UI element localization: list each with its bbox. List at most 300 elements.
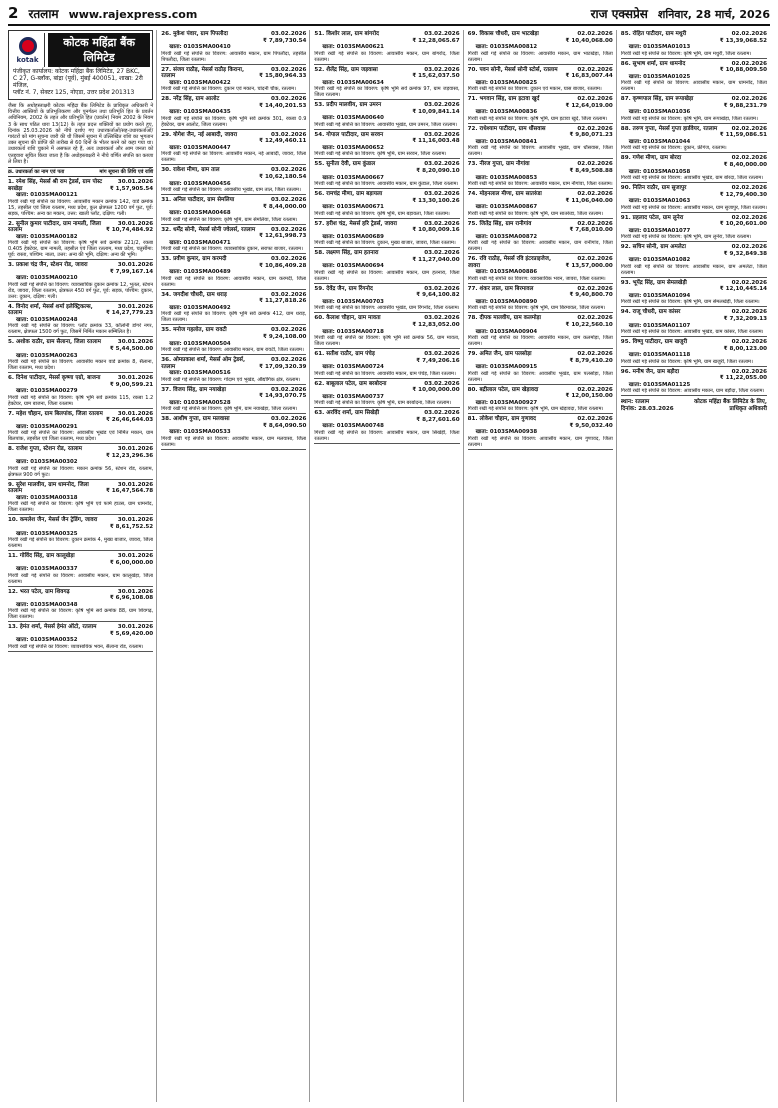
- entry-header: [468, 31, 613, 44]
- entry-header: [8, 221, 153, 234]
- entry-name: मनोज गहलोत, ग्राम रावटी: [173, 327, 227, 334]
- entry-borrower: [161, 227, 259, 240]
- entries-list: [314, 30, 459, 444]
- entry-borrower: [8, 411, 106, 424]
- entry-header: [314, 221, 459, 234]
- entry-demand: [263, 197, 306, 210]
- entry-number: 70.: [467, 66, 478, 73]
- notice-entry: [314, 190, 459, 219]
- entry-demand: [566, 67, 613, 80]
- entry-amount: ₹ 8,49,508.88: [569, 167, 613, 174]
- entry-borrower: [8, 482, 106, 495]
- notice-entry: [314, 30, 459, 65]
- entry-property-details: गिरवी रखी गई संपत्ति का विवरण: आवासीय मकान, ग्राम गुणावद, जिला रतलाम।: [467, 435, 613, 448]
- entry-amount: ₹ 7,32,209.13: [723, 315, 767, 322]
- entry-borrower: [161, 416, 263, 429]
- entry-number: 76.: [467, 256, 478, 263]
- notice-entry: [314, 350, 459, 379]
- entry-header: [161, 96, 306, 109]
- entry-date: 03.02.2026: [424, 102, 460, 109]
- edition-name: राज एक्सप्रेस: [590, 7, 648, 21]
- entry-number: 36.: [161, 356, 172, 363]
- entry-number: 38.: [161, 416, 172, 423]
- entry-header: [8, 304, 153, 317]
- entry-header: [468, 256, 613, 269]
- entry-loan-account: खाता: 0103SMA01044: [628, 138, 691, 145]
- entry-amount: ₹ 11,59,086.51: [719, 132, 767, 139]
- entry-number: 92.: [620, 244, 631, 251]
- entry-date: 30.01.2026: [117, 517, 154, 524]
- entry-name: सुनीता देवी, ग्राम कुंडाल: [326, 161, 376, 168]
- entry-borrower: [8, 589, 110, 602]
- entry-number: 8.: [8, 446, 15, 453]
- entry-amount: ₹ 10,22,560.10: [565, 321, 613, 328]
- entry-borrower: [161, 327, 263, 340]
- notice-entry: [8, 374, 153, 409]
- entry-name: शैलेंद्र सिंह, ग्राम जड़वासा: [326, 66, 378, 73]
- entry-header: [8, 339, 153, 352]
- entry-name: किशोर लाल, ग्राम बांगरोद: [326, 31, 379, 37]
- entry-property-details: गिरवी रखी गई संपत्ति का विवरण: आवासीय मकान, ग्राम बड़ौदा, जिला रतलाम।: [620, 388, 765, 395]
- entry-property-details: गिरवी रखी गई संपत्ति का विवरण: व्यावसायिक भवन, जावरा, जिला रतलाम।: [467, 275, 606, 282]
- notice-entry: [161, 30, 306, 65]
- entry-date: 03.02.2026: [424, 161, 460, 168]
- entry-name: राजू चौधरी, ग्राम कांसर: [632, 309, 681, 316]
- entry-demand: [569, 351, 612, 364]
- entry-loan-account: खाता: 0103SMA00718: [322, 328, 384, 335]
- notice-entry: [621, 95, 767, 124]
- address-line: प्लॉट नं. 7, सेक्टर 125, नोएडा, उत्तर प्रदेश 201313: [13, 89, 135, 96]
- entry-number: 26.: [161, 31, 172, 37]
- entry-property-details: गिरवी रखी गई संपत्ति का विवरण: कृषि भूमि सर्वे क्रमांक 301, रकबा 0.9 हेक्टेयर, ग्राम आलोट, जिला रतलाम।: [161, 115, 307, 128]
- entry-borrower: [468, 67, 566, 80]
- entry-date: 03.02.2026: [271, 356, 307, 363]
- entry-amount: ₹ 11,27,818.26: [259, 298, 307, 305]
- entry-demand: [110, 179, 153, 192]
- entry-number: 59.: [314, 285, 325, 292]
- entry-demand: [720, 61, 767, 74]
- entry-borrower: [314, 31, 412, 44]
- entry-loan-account: खाता: 0103SMA00456: [169, 180, 231, 187]
- entry-borrower: [468, 221, 570, 234]
- entry-number: 30.: [161, 167, 172, 174]
- entry-name: लक्ष्मण सिंह, ग्राम हतनारा: [326, 250, 379, 257]
- entry-name: दीपक मालवीय, ग्राम कलमोड़ा: [479, 315, 541, 322]
- entry-number: 37.: [161, 386, 172, 393]
- entry-property-details: गिरवी रखी गई संपत्ति का विवरण: आवासीय मकान, ग्राम पंचेड़, जिला रतलाम।: [314, 370, 456, 377]
- entry-demand: [720, 280, 767, 293]
- entry-date: 02.02.2026: [577, 190, 613, 197]
- entry-amount: ₹ 14,93,070.75: [259, 393, 307, 400]
- entry-borrower: [8, 221, 106, 234]
- entry-loan-account: खाता: 0103SMA01125: [628, 381, 691, 388]
- entry-date: 02.02.2026: [577, 125, 613, 132]
- entry-demand: [106, 411, 153, 424]
- entry-property-details: गिरवी रखी गई संपत्ति का विवरण: आवासीय भूखंड एवं निर्मित मकान, ग्राम बिलपांक, तहसील एवं जिला रतलाम, मध्य प्रदेश।: [8, 430, 154, 443]
- entry-property-details: गिरवी रखी गई संपत्ति का विवरण: कृषि भूमि, ग्राम सेमलखेड़ी, जिला रतलाम।: [620, 299, 760, 306]
- entry-date: 03.02.2026: [271, 131, 307, 138]
- entry-loan-account: खाता: 0103SMA00853: [475, 174, 538, 181]
- table-header-right: मांग सूचना की तिथि एवं राशि: [99, 169, 154, 176]
- entry-property-details: गिरवी रखी गई संपत्ति का विवरण: आवासीय मकान वार्ड क्रमांक 8, सैलाना, जिला रतलाम, मध्य प्रदेश।: [8, 359, 154, 371]
- notice-entry: [621, 184, 767, 213]
- entry-property-details: गिरवी रखी गई संपत्ति का विवरण: कृषि भूमि, ग्राम बड़ायला, जिला रतलाम।: [314, 210, 450, 217]
- entry-amount: ₹ 11,06,040.00: [565, 197, 613, 204]
- page-header: [8, 4, 770, 26]
- entry-demand: [106, 446, 153, 459]
- entry-header: [468, 286, 613, 299]
- header-left: [8, 4, 197, 22]
- entry-date: 03.02.2026: [424, 350, 460, 357]
- entry-borrower: [621, 369, 720, 382]
- entry-date: 02.02.2026: [577, 31, 613, 37]
- entry-property-details: गिरवी रखी गई संपत्ति का विवरण: दुकान, मुख्य बाजार, जावरा, जिला रतलाम।: [314, 240, 456, 247]
- entry-name: राकेश मीणा, ग्राम ताल: [173, 167, 220, 174]
- entry-demand: [566, 256, 613, 269]
- entry-amount: ₹ 9,40,800.70: [569, 292, 613, 299]
- entry-demand: [259, 227, 306, 240]
- entry-loan-account: खाता: 0103SMA00182: [16, 233, 78, 240]
- entry-amount: ₹ 12,61,998.73: [259, 233, 307, 240]
- entry-date: 02.02.2026: [577, 96, 613, 103]
- entry-demand: [263, 416, 306, 429]
- entry-borrower: [8, 179, 110, 192]
- entry-number: 3.: [8, 262, 15, 269]
- entry-demand: [416, 161, 459, 174]
- entry-date: 02.02.2026: [731, 184, 767, 191]
- entry-loan-account: खाता: 0103SMA00302: [16, 459, 78, 466]
- entry-header: [8, 624, 153, 637]
- entry-header: [621, 339, 767, 352]
- entry-date: 03.02.2026: [271, 31, 307, 37]
- entry-number: 86.: [620, 60, 631, 67]
- entry-date: 03.02.2026: [424, 410, 460, 417]
- entry-demand: [724, 309, 767, 322]
- notice-entry: [161, 131, 306, 166]
- entry-property-details: गिरवी रखी गई संपत्ति का विवरण: दुकान क्रमांक 4, मुख्य बाजार, जावरा, जिला रतलाम।: [8, 536, 154, 549]
- entry-header: [8, 482, 153, 495]
- entry-date: 03.02.2026: [271, 386, 307, 393]
- entry-borrower: [314, 102, 412, 115]
- entry-amount: ₹ 1,57,905.54: [109, 185, 154, 192]
- entry-amount: ₹ 11,22,055.00: [719, 375, 767, 382]
- entry-date: 02.02.2026: [577, 285, 613, 292]
- entry-demand: [566, 315, 613, 328]
- entry-borrower: [161, 167, 259, 180]
- entry-amount: ₹ 11,16,003.48: [412, 138, 460, 145]
- entry-name: नरेंद्र सिंह, ग्राम आलोट: [173, 96, 220, 103]
- notice-entry: [161, 196, 306, 225]
- entry-date: 02.02.2026: [577, 315, 613, 322]
- entry-property-details: गिरवी रखी गई संपत्ति का विवरण: गोदाम एवं भूखंड, औद्योगिक क्षेत्र, रतलाम।: [161, 376, 301, 383]
- entry-header: [314, 381, 459, 394]
- entry-loan-account: खाता: 0103SMA00621: [322, 44, 384, 51]
- entry-property-details: गिरवी रखी गई संपत्ति का विवरण: आवासीय मकान, ग्राम बांगरोद, जिला रतलाम।: [314, 50, 460, 63]
- entry-date: 02.02.2026: [577, 350, 613, 357]
- entry-borrower: [621, 244, 724, 257]
- entry-borrower: [621, 215, 720, 228]
- entry-loan-account: खाता: 0103SMA00927: [475, 399, 538, 406]
- entry-demand: [259, 67, 306, 80]
- entry-loan-account: खाता: 0103SMA00121: [16, 192, 78, 199]
- entry-loan-account: खाता: 0103SMA00291: [16, 423, 78, 430]
- entry-demand: [724, 339, 767, 352]
- entry-demand: [416, 286, 459, 299]
- entry-borrower: [161, 357, 259, 370]
- entry-borrower: [468, 191, 566, 204]
- banner-top: [11, 33, 150, 67]
- entry-number: 53.: [314, 102, 325, 109]
- entry-property-details: गिरवी रखी गई संपत्ति का विवरण: कृषि भूमि सर्वे क्रमांक 88, ग्राम शिवगढ़, जिला रतलाम।: [8, 608, 154, 621]
- entry-amount: ₹ 8,61,752.52: [109, 523, 154, 530]
- entry-property-details: गिरवी रखी गई संपत्ति का विवरण: आवासीय भूखंड, ग्राम पलसोड़ा, जिला रतलाम।: [467, 370, 613, 383]
- entry-property-details: गिरवी रखी गई संपत्ति का विवरण: कृषि भूमि सर्वे क्रमांक 221/2, रकबा 0.405 हेक्टेयर, ग्राम नामली, तहसील एवं जिला रतलाम, मध्य प्रदेश, चतुर्सीमा: पूर्व: रास्ता, पश्चिम: नाला, उत्तर: अन्य की भूमि, दक्षिण: अन्य की भूमि।: [8, 240, 154, 259]
- entry-name: विकास चौधरी, ग्राम भाटखेड़ा: [479, 31, 539, 37]
- entry-header: [8, 553, 153, 566]
- entry-loan-account: खाता: 0103SMA00841: [475, 138, 538, 145]
- entry-amount: ₹ 7,89,730.54: [263, 37, 307, 44]
- entry-name: भगवान सिंह, ग्राम इटावा खुर्द: [479, 96, 540, 103]
- entry-demand: [566, 387, 613, 400]
- entry-date: 03.02.2026: [424, 190, 460, 197]
- entry-demand: [569, 416, 612, 429]
- entry-date: 03.02.2026: [424, 380, 460, 387]
- entry-date: 02.02.2026: [577, 416, 613, 423]
- entry-borrower: [161, 387, 259, 400]
- entry-number: 55.: [314, 161, 325, 168]
- notice-entry: [161, 356, 306, 385]
- entry-name: नितिन राठौर, ग्राम सुजापुर: [632, 184, 687, 191]
- entry-loan-account: खाता: 0103SMA00652: [322, 144, 384, 151]
- entry-property-details: गिरवी रखी गई संपत्ति का विवरण: आवासीय मकान, ग्राम कालूखेड़ा, जिला रतलाम।: [8, 572, 154, 585]
- entry-borrower: [161, 67, 259, 80]
- entry-demand: [720, 185, 767, 198]
- entry-borrower: [468, 256, 566, 269]
- entry-borrower: [8, 304, 106, 317]
- entry-property-details: गिरवी रखी गई संपत्ति का विवरण: कृषि भूमि सर्वे क्रमांक 115, रकबा 1.2 हेक्टेयर, ग्राम बाजना, जिला रतलाम।: [8, 394, 154, 407]
- entry-borrower: [621, 280, 720, 293]
- entry-borrower: [314, 132, 412, 145]
- entry-header: [621, 280, 767, 293]
- notice-entry: [8, 338, 153, 373]
- entry-loan-account: खाता: 0103SMA00348: [16, 601, 78, 608]
- entry-borrower: [621, 339, 724, 352]
- entry-borrower: [8, 517, 110, 530]
- entry-header: [468, 161, 613, 174]
- entry-name: कमलेश जैन, मेसर्स जैन ट्रेडिंग, जावरा: [19, 517, 98, 524]
- entry-header: [468, 315, 613, 328]
- entry-name: गणेश मीणा, ग्राम बोरदा: [632, 155, 682, 162]
- entry-demand: [259, 387, 306, 400]
- entry-borrower: [621, 126, 720, 139]
- entry-header: [621, 244, 767, 257]
- entry-date: 03.02.2026: [271, 256, 307, 263]
- notice-entry: [8, 261, 153, 302]
- entry-borrower: [161, 96, 259, 109]
- paper-url[interactable]: www.rajexpress.com: [68, 8, 198, 21]
- entry-property-details: गिरवी रखी गई संपत्ति का विवरण: आवासीय भूखंड, ग्राम ताल, जिला रतलाम।: [161, 186, 301, 193]
- entry-name: भरत पटेल, ग्राम शिवगढ़: [19, 588, 70, 595]
- entry-loan-account: खाता: 0103SMA00904: [475, 328, 538, 335]
- entry-loan-account: खाता: 0103SMA00671: [322, 204, 384, 211]
- entry-name: जगदीश चौधरी, ग्राम धराड़: [173, 291, 227, 298]
- entry-header: [314, 31, 459, 44]
- notice-entry: [621, 338, 767, 367]
- entry-amount: ₹ 10,74,484.92: [105, 227, 154, 234]
- entry-header: [621, 215, 767, 228]
- entry-amount: ₹ 8,20,090.10: [416, 167, 460, 174]
- entry-number: 85.: [620, 31, 631, 37]
- entry-borrower: [468, 351, 570, 364]
- entry-loan-account: खाता: 0103SMA01118: [628, 352, 691, 359]
- notice-entry: [621, 30, 767, 59]
- entry-number: 94.: [620, 309, 631, 316]
- notice-entry: [161, 255, 306, 290]
- entry-borrower: [161, 256, 259, 269]
- entry-loan-account: खाता: 0103SMA00703: [322, 298, 384, 305]
- table-header-left: क्र. उधारकर्ता का नाम एवं पता: [8, 169, 65, 176]
- entry-demand: [110, 375, 153, 388]
- entry-number: 79.: [467, 350, 478, 357]
- entry-amount: ₹ 10,20,601.00: [719, 221, 767, 228]
- entry-name: आशीष गुप्ता, ग्राम मलवासा: [173, 416, 230, 423]
- entry-number: 81.: [467, 416, 478, 423]
- entry-date: 03.02.2026: [424, 220, 460, 227]
- entry-property-details: गिरवी रखी गई संपत्ति का विवरण: कृषि भूमि, ग्राम नयाखेड़ा, जिला रतलाम।: [161, 406, 298, 413]
- entry-demand: [724, 155, 767, 168]
- entry-loan-account: खाता: 0103SMA00422: [169, 79, 231, 86]
- column-3: [314, 30, 463, 1102]
- entry-number: 78.: [467, 315, 478, 322]
- notice-entry: [314, 220, 459, 249]
- logo-text: kotak: [16, 55, 39, 64]
- entry-header: [468, 126, 613, 139]
- entry-amount: ₹ 10,62,180.54: [259, 173, 307, 180]
- notice-entry: [161, 415, 306, 450]
- entry-demand: [110, 553, 153, 566]
- entry-date: 03.02.2026: [271, 416, 307, 423]
- entry-number: 51.: [314, 31, 325, 37]
- entry-borrower: [314, 410, 416, 423]
- entry-property-details: गिरवी रखी गई संपत्ति का विवरण: आवासीय भूखंड, ग्राम बोरदा, जिला रतलाम।: [620, 174, 764, 181]
- entry-header: [468, 351, 613, 364]
- entry-header: [161, 167, 306, 180]
- entry-header: [314, 351, 459, 364]
- entry-name: ओमप्रकाश शर्मा, मेसर्स ओम ट्रेडर्स, रतलाम: [161, 356, 246, 370]
- entry-name: राधेश्याम पाटीदार, ग्राम धौंसवास: [479, 125, 546, 132]
- notice-entry: [621, 125, 767, 154]
- entry-demand: [110, 339, 153, 352]
- entry-demand: [412, 315, 459, 328]
- entry-header: [314, 161, 459, 174]
- entry-date: 03.02.2026: [424, 66, 460, 73]
- entry-loan-account: खाता: 0103SMA00435: [169, 109, 231, 116]
- entry-loan-account: खाता: 0103SMA00263: [16, 352, 78, 359]
- entry-date: 03.02.2026: [424, 315, 460, 322]
- entry-amount: ₹ 10,09,841.14: [412, 108, 460, 115]
- notice-entry: [468, 285, 613, 314]
- entry-number: 95.: [620, 338, 631, 345]
- entry-date: 03.02.2026: [424, 250, 460, 257]
- entry-date: 03.02.2026: [271, 196, 307, 203]
- entry-number: 61.: [314, 350, 325, 357]
- entry-header: [161, 327, 306, 340]
- entry-property-details: गिरवी रखी गई संपत्ति का विवरण: आवासीय भूखंड, ग्राम रिंगनोद, जिला रतलाम।: [314, 305, 460, 312]
- entry-borrower: [468, 387, 566, 400]
- entry-loan-account: खाता: 0103SMA01025: [628, 73, 691, 80]
- entry-name: शंकर लाल, ग्राम बिरमावल: [479, 285, 534, 292]
- notice-entry: [8, 516, 153, 551]
- entry-number: 74.: [467, 190, 478, 197]
- entry-date: 03.02.2026: [424, 285, 460, 292]
- entry-loan-account: खाता: 0103SMA00867: [475, 204, 538, 211]
- entry-name: मोहनलाल मीणा, ग्राम सातरुंडा: [479, 190, 542, 197]
- entry-property-details: गिरवी रखी गई संपत्ति का विवरण: आवासीय मकान क्रमांक 142, वार्ड क्रमांक 15, तहसील एवं जिला रतलाम, मध्य प्रदेश, कुल क्षेत्रफल 1200 वर्ग फुट, पूर्व: सड़क, पश्चिम: अन्य का मकान, उत्तर: खाली प्लॉट, दक्षिण: गली।: [8, 198, 154, 217]
- entry-name: पवन सोनी, मेसर्स सोनी स्टोर्स, रतलाम: [479, 66, 558, 73]
- notice-entry: [161, 226, 306, 255]
- entry-demand: [106, 304, 153, 317]
- entry-number: 54.: [314, 131, 325, 138]
- entry-name: रोहित पाटीदार, ग्राम मथुरी: [632, 31, 687, 37]
- entry-borrower: [621, 61, 720, 74]
- columns: [8, 30, 770, 1102]
- kotak-logo-icon: [19, 37, 37, 55]
- notice-entry: [468, 255, 613, 284]
- entry-borrower: [314, 67, 412, 80]
- notice-entry: [621, 308, 767, 337]
- entry-demand: [110, 517, 153, 530]
- entry-amount: ₹ 10,88,009.50: [719, 67, 767, 74]
- entry-name: भूपेंद्र सिंह, ग्राम सेमलखेड़ी: [632, 279, 687, 286]
- notice-entry: [161, 386, 306, 415]
- entry-borrower: [468, 416, 570, 429]
- entry-header: [8, 517, 153, 530]
- notice-entry: [8, 303, 153, 338]
- entry-name: मुकेश पंवार, ग्राम पिपलौदा: [173, 31, 228, 37]
- entry-date: 30.01.2026: [117, 303, 154, 310]
- entry-borrower: [314, 221, 412, 234]
- entry-loan-account: खाता: 0103SMA00352: [16, 637, 78, 644]
- entry-loan-account: खाता: 0103SMA01094: [628, 292, 691, 299]
- notice-entry: [468, 30, 613, 65]
- entry-number: 52.: [314, 66, 325, 73]
- entry-amount: ₹ 10,86,409.28: [259, 262, 307, 269]
- entry-date: 02.02.2026: [577, 66, 613, 73]
- entry-borrower: [468, 315, 566, 328]
- entry-demand: [259, 292, 306, 305]
- entry-demand: [416, 351, 459, 364]
- entry-property-details: गिरवी रखी गई संपत्ति का विवरण: आवासीय मकान, ग्राम कुंडाल, जिला रतलाम।: [314, 180, 459, 187]
- entry-property-details: गिरवी रखी गई संपत्ति का विवरण: आवासीय मकान, ग्राम पिपलौदा, तहसील पिपलौदा, जिला रतलाम।: [161, 50, 307, 63]
- entry-property-details: गिरवी रखी गई संपत्ति का विवरण: कृषि भूमि, ग्राम खजुरी, जिला रतलाम।: [620, 358, 753, 365]
- entry-header: [314, 250, 459, 263]
- notice-entry: [8, 178, 153, 219]
- entry-amount: ₹ 17,09,320.39: [259, 363, 307, 370]
- entry-loan-account: खाता: 0103SMA01013: [628, 44, 691, 51]
- entry-number: 2.: [8, 220, 15, 227]
- entry-demand: [566, 191, 613, 204]
- entry-property-details: गिरवी रखी गई संपत्ति का विवरण: कृषि भूमि, ग्राम बरबोदना, जिला रतलाम।: [314, 400, 452, 407]
- entry-date: 03.02.2026: [271, 66, 307, 73]
- entry-name: कृष्णपाल सिंह, ग्राम रूपाखेड़ा: [632, 96, 694, 103]
- entries-list: [468, 30, 613, 450]
- entry-number: 75.: [467, 220, 478, 227]
- notice-entry: [314, 249, 459, 284]
- notice-entry: [621, 279, 767, 308]
- entry-name: रामचंद्र मीणा, ग्राम बड़ायला: [326, 190, 383, 197]
- entry-date: 02.02.2026: [577, 386, 613, 393]
- entry-number: 93.: [620, 279, 631, 286]
